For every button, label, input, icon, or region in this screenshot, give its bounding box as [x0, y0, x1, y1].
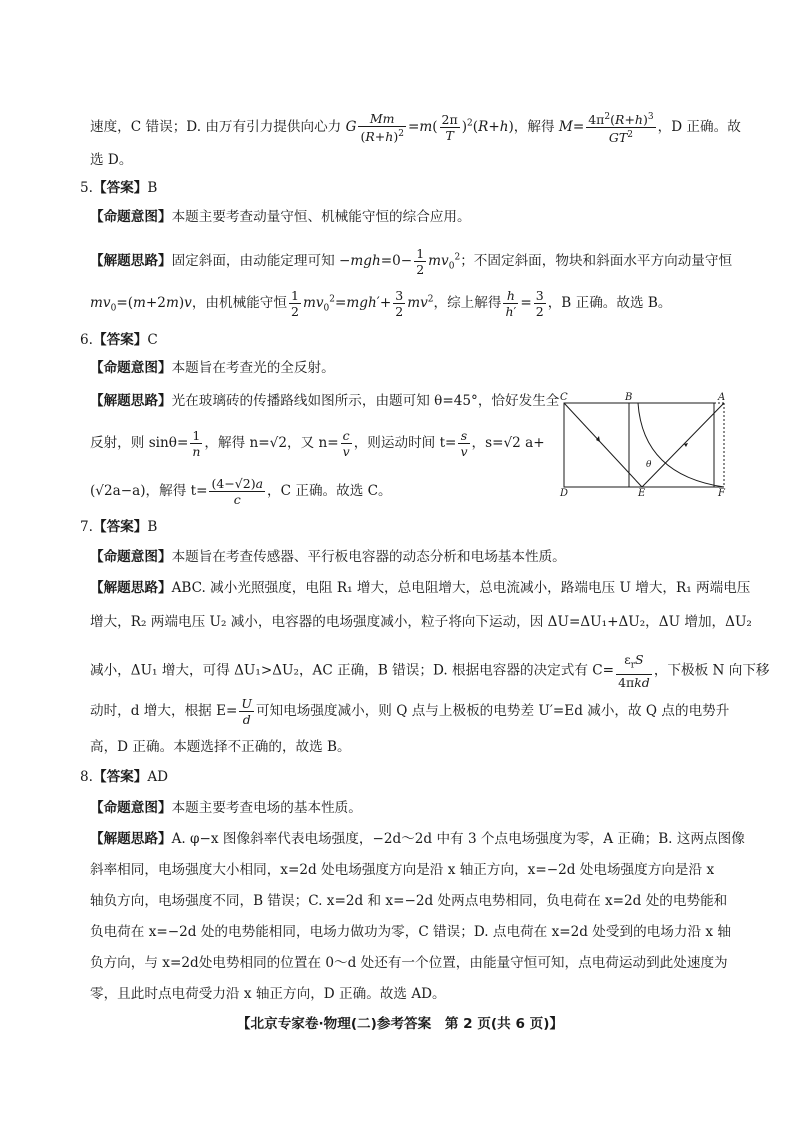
q8-analysis-3: 轴负方向，电场强度不同，B 错误；C. x=2d 和 x=−2d 处两点电势相同，负电荷在 x=2d 处的电势能和	[90, 893, 728, 909]
q6-analysis-1: 【解题思路】光在玻璃砖的传播路线如图所示，由题可知 θ=45°，恰好发生全	[90, 393, 560, 409]
q6-analysis-3: (√2a−a)，解得 t= $\frac{(4-√2)a}{c}$ ，C 正确。故选 C。	[90, 476, 392, 507]
q7-analysis-4: 动时，d 增大，根据 E= $\frac{U}{d}$ 可知电场强度减小，则 Q 点与上极板的电势差 U′=Ed 减小，故 Q 点的电势升	[90, 696, 730, 727]
q8-answer: 8.【答案】AD	[80, 769, 169, 785]
q8-analysis-1: 【解题思路】A. φ−x 图像斜率代表电场强度，−2d～2d 中有 3 个点电场强度为零，A 正确；B. 这两点图像	[90, 831, 745, 847]
q7-analysis-3: 减小，ΔU₁ 增大，可得 ΔU₁>ΔU₂，AC 正确，B 错误；D. 根据电容器的决定式有 C= $\frac{\varepsilon_rS}{\text{4πkd}}$ ，下极板 N 向下移	[90, 652, 770, 690]
q5-answer: 5.【答案】B	[80, 180, 158, 196]
label-C: C	[560, 392, 568, 403]
q6-intent: 【命题意图】本题旨在考查光的全反射。	[90, 360, 335, 376]
label-A: A	[718, 392, 726, 403]
q5-analysis-2: $mv_0=(m+2m)v$，由机械能守恒 $\frac{1}{2}$ $mv_0^2=mgh'+$ $\frac{3}{2}$ $mv^2$，综上解得 $\frac{h}{h'}$ = $\frac{3}{2}$ ，B 正确。故选 B。	[90, 288, 672, 319]
q8-intent: 【命题意图】本题主要考查电场的基本性质。	[90, 800, 362, 816]
label-F: F	[718, 488, 725, 499]
label-theta: θ	[646, 460, 652, 470]
label-B: B	[625, 392, 633, 403]
q6-answer: 6.【答案】C	[80, 332, 158, 348]
prev-line-1: 速度，C 错误；D. 由万有引力提供向心力 G $\frac{Mm}{(R+h)^2}$ =m( $\frac{2\pi}{T}$ )$^2$(R+h)，解得 M= $\frac{4\pi^2(R+h)^3}{GT^2}$ ，D 正确。故	[90, 111, 741, 146]
glass-brick	[564, 403, 714, 487]
q5-analysis-1: 【解题思路】固定斜面，由动能定理可知 −mgh=0− $\frac{1}{2}$ $mv_0^2$；不固定斜面，物块和斜面水平方向动量守恒	[90, 246, 733, 277]
label-E: E	[638, 488, 646, 499]
q7-analysis-5: 高，D 正确。本题选择不正确的，故选 B。	[90, 739, 351, 755]
q7-intent: 【命题意图】本题旨在考查传感器、平行板电容器的动态分析和电场基本性质。	[90, 549, 566, 565]
prev-line-2: 选 D。	[90, 152, 133, 168]
label-D: D	[560, 488, 569, 499]
q8-analysis-6: 零，且此时点电荷受力沿 x 轴正方向，D 正确。故选 AD。	[90, 986, 446, 1002]
q5-intent: 【命题意图】本题主要考查动量守恒、机械能守恒的综合应用。	[90, 209, 471, 225]
q7-answer: 7.【答案】B	[80, 519, 158, 535]
q7-analysis-1: 【解题思路】ABC. 减小光照强度，电阻 R₁ 增大，总电阻增大，总电流减小，路端电压 U 增大，R₁ 两端电压	[90, 580, 751, 596]
q6-analysis-2: 反射，则 sinθ= $\frac{1}{n}$ ，解得 n=√2，又 n= $\frac{c}{v}$ ，则运动时间 t= $\frac{s}{v}$ ，s=√2 a+	[90, 428, 545, 459]
ray-in	[564, 403, 642, 487]
page-footer: 【北京专家卷·物理(二)参考答案 第 2 页(共 6 页)】	[236, 1016, 564, 1032]
q8-analysis-4: 负电荷在 x=−2d 处的电势能相同，电场力做功为零，C 错误；D. 点电荷在 x=2d 处受到的电场力沿 x 轴	[90, 924, 731, 940]
q8-analysis-5: 负方向，与 x=2d处电势相同的位置在 0～d 处还有一个位置，由能量守恒可知，点电荷运动到此处速度为	[90, 955, 728, 971]
light-path-figure	[558, 390, 738, 500]
q7-analysis-2: 增大，R₂ 两端电压 U₂ 减小，电容器的电场强度减小，粒子将向下运动，因 ΔU=ΔU₁+ΔU₂，ΔU 增加，ΔU₂	[90, 614, 752, 630]
q8-analysis-2: 斜率相同，电场强度大小相同，x=2d 处电场强度方向是沿 x 轴正方向，x=−2d 处电场强度方向是沿 x	[90, 862, 715, 878]
